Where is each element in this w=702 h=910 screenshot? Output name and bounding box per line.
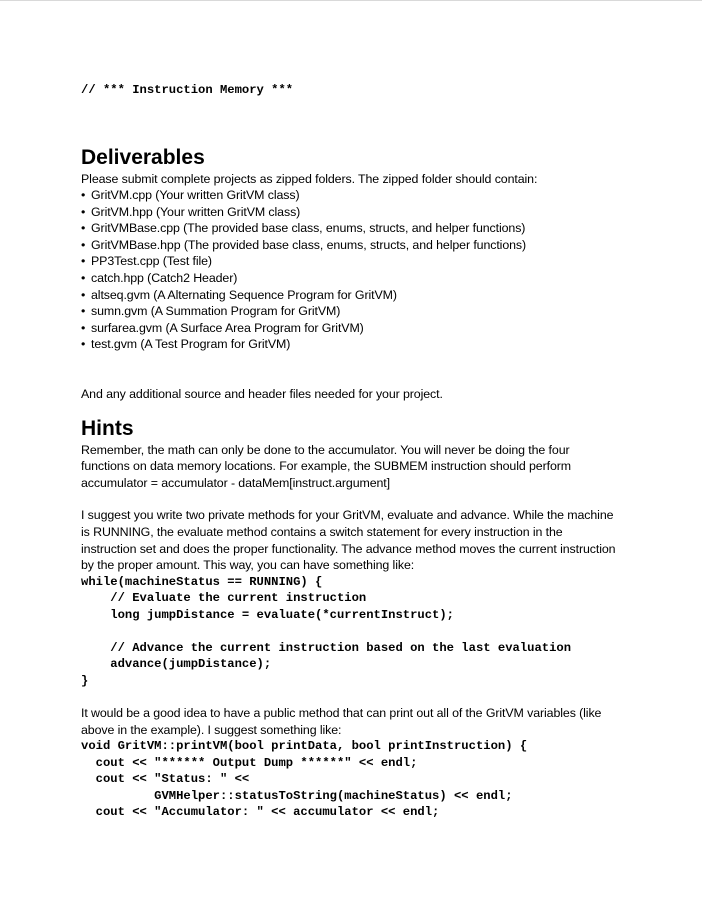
hints-paragraph-methods: I suggest you write two private methods for your GritVM, evaluate and advance. While the machine is RUNNING, the evaluate method contains a switch statement for every instruction in the instruction set and does the proper functionality. The advance method moves the current instruction by the proper amount. This way, you can have something like: [81,508,616,573]
code-line: advance(jumpDistance); [81,657,272,672]
list-item: • surfarea.gvm (A Surface Area Program for GritVM) [81,320,621,337]
list-item: • GritVMBase.cpp (The provided base class, enums, structs, and helper functions) [81,220,621,237]
code-line: while(machineStatus == RUNNING) { [81,574,323,589]
page-top-border [0,0,702,1]
deliverables-intro: Please submit complete projects as zipped folders. The zipped folder should contain: [81,171,538,186]
deliverables-outro: And any additional source and header files needed for your project. [81,387,443,402]
list-item: • GritVMBase.hpp (The provided base class, enums, structs, and helper functions) [81,237,621,254]
code-line: long jumpDistance = evaluate(*currentInstruct); [81,607,454,622]
hints-paragraph-accumulator: Remember, the math can only be done to the accumulator. You will never be doing the four functions on data memory locations. For example, the SUBMEM instruction should perform accumulator = accumulator - dataMem[instruct.argument] [81,442,571,490]
deliverables-heading: Deliverables [81,145,205,169]
code-block-run-loop [81,574,621,690]
hints-paragraph-printvm: It would be a good idea to have a public method that can print out all of the GritVM variables (like above in the example). I suggest something like: [81,706,602,737]
list-item: • test.gvm (A Test Program for GritVM) [81,336,621,353]
code-line: cout << "Accumulator: " << accumulator << endl; [81,805,440,820]
code-line: void GritVM::printVM(bool printData, bool printInstruction) { [81,739,528,754]
list-item: • GritVM.cpp (Your written GritVM class) [81,187,621,204]
code-line: // Evaluate the current instruction [81,591,367,606]
document-body [81,82,621,821]
list-item: • sumn.gvm (A Summation Program for GritVM) [81,303,621,320]
code-line: cout << "****** Output Dump ******" << endl; [81,755,418,770]
deliverables-list [81,187,621,353]
code-line [81,623,621,640]
list-item: • PP3Test.cpp (Test file) [81,253,621,270]
code-line: cout << "Status: " << [81,772,250,787]
code-comment-instruction-memory: // *** Instruction Memory *** [81,83,294,97]
list-item: • catch.hpp (Catch2 Header) [81,270,621,287]
code-line: GVMHelper::statusToString(machineStatus) << endl; [81,788,513,803]
code-block-printvm [81,738,621,821]
code-line: // Advance the current instruction based on the last evaluation [81,640,572,655]
list-item: • altseq.gvm (A Alternating Sequence Program for GritVM) [81,287,621,304]
code-line: } [81,673,89,688]
list-item: • GritVM.hpp (Your written GritVM class) [81,204,621,221]
hints-heading: Hints [81,416,134,440]
